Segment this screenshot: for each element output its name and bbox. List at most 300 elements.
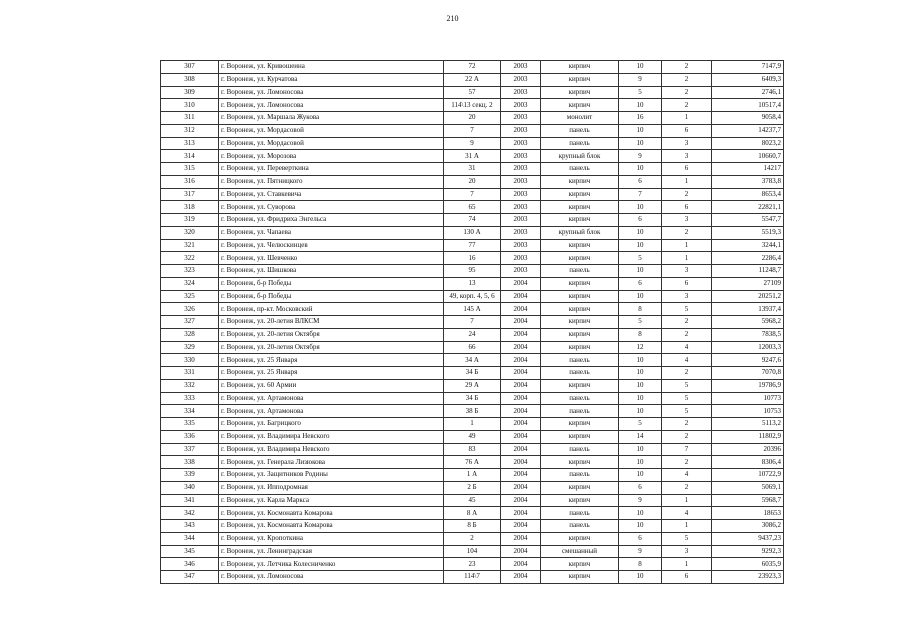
material-cell: кирпич [541, 201, 619, 214]
entrances-cell: 1 [662, 175, 712, 188]
year-cell: 2004 [501, 379, 541, 392]
address-cell: г. Воронеж, ул. Маршала Жукова [219, 112, 444, 125]
row-number: 310 [161, 99, 219, 112]
house-number-cell: 49 [444, 430, 501, 443]
address-cell: г. Воронеж, ул. 20-летия Октября [219, 328, 444, 341]
material-cell: кирпич [541, 86, 619, 99]
row-number: 314 [161, 150, 219, 163]
house-number-cell: 2 [444, 532, 501, 545]
address-cell: г. Воронеж, ул. Ипподромная [219, 481, 444, 494]
area-cell: 11248,7 [712, 265, 784, 278]
material-cell: панель [541, 124, 619, 137]
floors-cell: 10 [619, 469, 662, 482]
year-cell: 2004 [501, 341, 541, 354]
house-number-cell: 24 [444, 328, 501, 341]
row-number: 331 [161, 367, 219, 380]
table-row [161, 112, 784, 125]
row-number: 334 [161, 405, 219, 418]
floors-cell: 5 [619, 418, 662, 431]
row-number: 328 [161, 328, 219, 341]
material-cell: кирпич [541, 341, 619, 354]
year-cell: 2004 [501, 443, 541, 456]
area-cell: 20251,2 [712, 290, 784, 303]
area-cell: 9292,3 [712, 545, 784, 558]
entrances-cell: 3 [662, 545, 712, 558]
table-row [161, 545, 784, 558]
year-cell: 2003 [501, 112, 541, 125]
address-cell: г. Воронеж, ул. Кропоткина [219, 532, 444, 545]
area-cell: 9247,6 [712, 354, 784, 367]
entrances-cell: 3 [662, 214, 712, 227]
year-cell: 2003 [501, 163, 541, 176]
material-cell: кирпич [541, 214, 619, 227]
material-cell: панель [541, 520, 619, 533]
address-cell: г. Воронеж, ул. Пятницкого [219, 175, 444, 188]
floors-cell: 10 [619, 201, 662, 214]
table-row [161, 265, 784, 278]
table-row [161, 201, 784, 214]
entrances-cell: 2 [662, 328, 712, 341]
table-row [161, 73, 784, 86]
row-number: 321 [161, 239, 219, 252]
material-cell: кирпич [541, 252, 619, 265]
house-number-cell: 1 А [444, 469, 501, 482]
table-row [161, 392, 784, 405]
entrances-cell: 5 [662, 392, 712, 405]
floors-cell: 10 [619, 354, 662, 367]
entrances-cell: 5 [662, 532, 712, 545]
address-cell: г. Воронеж, ул. Шишкова [219, 265, 444, 278]
row-number: 341 [161, 494, 219, 507]
area-cell: 12003,3 [712, 341, 784, 354]
address-cell: г. Воронеж, ул. Фридриха Энгельса [219, 214, 444, 227]
entrances-cell: 2 [662, 316, 712, 329]
area-cell: 5069,1 [712, 481, 784, 494]
material-cell: монолит [541, 112, 619, 125]
row-number: 313 [161, 137, 219, 150]
year-cell: 2003 [501, 73, 541, 86]
row-number: 346 [161, 558, 219, 571]
floors-cell: 8 [619, 303, 662, 316]
address-cell: г. Воронеж, ул. Мордасовой [219, 124, 444, 137]
floors-cell: 6 [619, 481, 662, 494]
area-cell: 23923,3 [712, 571, 784, 584]
floors-cell: 9 [619, 150, 662, 163]
year-cell: 2003 [501, 239, 541, 252]
area-cell: 5547,7 [712, 214, 784, 227]
house-number-cell: 9 [444, 137, 501, 150]
material-cell: кирпич [541, 379, 619, 392]
year-cell: 2003 [501, 214, 541, 227]
material-cell: кирпич [541, 316, 619, 329]
entrances-cell: 4 [662, 469, 712, 482]
entrances-cell: 6 [662, 124, 712, 137]
address-cell: г. Воронеж, ул. 25 Января [219, 367, 444, 380]
address-cell: г. Воронеж, ул. Артамонова [219, 405, 444, 418]
address-cell: г. Воронеж, ул. Курчатова [219, 73, 444, 86]
address-cell: г. Воронеж, ул. Ломоносова [219, 99, 444, 112]
row-number: 342 [161, 507, 219, 520]
page-number: 210 [446, 14, 459, 23]
entrances-cell: 6 [662, 571, 712, 584]
address-cell: г. Воронеж, б-р Победы [219, 290, 444, 303]
table-row [161, 341, 784, 354]
address-cell: г. Воронеж, ул. Карла Маркса [219, 494, 444, 507]
material-cell: крупный блок [541, 150, 619, 163]
entrances-cell: 2 [662, 188, 712, 201]
house-number-cell: 23 [444, 558, 501, 571]
floors-cell: 5 [619, 86, 662, 99]
floors-cell: 10 [619, 520, 662, 533]
floors-cell: 10 [619, 405, 662, 418]
floors-cell: 7 [619, 188, 662, 201]
table-row [161, 507, 784, 520]
floors-cell: 10 [619, 443, 662, 456]
material-cell: панель [541, 354, 619, 367]
table-row [161, 418, 784, 431]
floors-cell: 10 [619, 163, 662, 176]
address-cell: г. Воронеж, ул. Космонавта Комарова [219, 507, 444, 520]
year-cell: 2004 [501, 367, 541, 380]
address-cell: г. Воронеж, ул. Мордасовой [219, 137, 444, 150]
house-number-cell: 8 Б [444, 520, 501, 533]
table-row [161, 532, 784, 545]
area-cell: 8306,4 [712, 456, 784, 469]
area-cell: 10517,4 [712, 99, 784, 112]
year-cell: 2003 [501, 175, 541, 188]
address-cell: г. Воронеж, ул. 20-летия Октября [219, 341, 444, 354]
house-number-cell: 22 А [444, 73, 501, 86]
area-cell: 5968,2 [712, 316, 784, 329]
row-number: 323 [161, 265, 219, 278]
floors-cell: 10 [619, 226, 662, 239]
house-number-cell: 114\7 [444, 571, 501, 584]
floors-cell: 10 [619, 137, 662, 150]
table-row [161, 239, 784, 252]
table-row [161, 405, 784, 418]
row-number: 324 [161, 277, 219, 290]
row-number: 320 [161, 226, 219, 239]
table-row [161, 571, 784, 584]
row-number: 344 [161, 532, 219, 545]
year-cell: 2004 [501, 354, 541, 367]
address-cell: г. Воронеж, ул. Переверткина [219, 163, 444, 176]
material-cell: панель [541, 507, 619, 520]
address-cell: г. Воронеж, ул. Владимира Невского [219, 430, 444, 443]
year-cell: 2004 [501, 571, 541, 584]
floors-cell: 14 [619, 430, 662, 443]
material-cell: кирпич [541, 558, 619, 571]
floors-cell: 6 [619, 532, 662, 545]
material-cell: кирпич [541, 61, 619, 74]
row-number: 337 [161, 443, 219, 456]
table-row [161, 558, 784, 571]
row-number: 335 [161, 418, 219, 431]
material-cell: кирпич [541, 73, 619, 86]
table-row [161, 469, 784, 482]
row-number: 318 [161, 201, 219, 214]
entrances-cell: 5 [662, 303, 712, 316]
row-number: 347 [161, 571, 219, 584]
year-cell: 2004 [501, 418, 541, 431]
material-cell: кирпич [541, 532, 619, 545]
year-cell: 2004 [501, 456, 541, 469]
house-number-cell: 130 А [444, 226, 501, 239]
row-number: 340 [161, 481, 219, 494]
row-number: 325 [161, 290, 219, 303]
material-cell: кирпич [541, 481, 619, 494]
row-number: 317 [161, 188, 219, 201]
year-cell: 2003 [501, 226, 541, 239]
entrances-cell: 3 [662, 265, 712, 278]
entrances-cell: 1 [662, 239, 712, 252]
address-cell: г. Воронеж, ул. Кривошеина [219, 61, 444, 74]
table-body [161, 61, 784, 584]
entrances-cell: 2 [662, 481, 712, 494]
year-cell: 2003 [501, 188, 541, 201]
floors-cell: 10 [619, 265, 662, 278]
year-cell: 2003 [501, 150, 541, 163]
table-row [161, 379, 784, 392]
entrances-cell: 3 [662, 137, 712, 150]
table-row [161, 328, 784, 341]
house-number-cell: 65 [444, 201, 501, 214]
table-row [161, 494, 784, 507]
area-cell: 6035,9 [712, 558, 784, 571]
table-row [161, 430, 784, 443]
table-row [161, 150, 784, 163]
table-row [161, 290, 784, 303]
area-cell: 19786,9 [712, 379, 784, 392]
house-number-cell: 16 [444, 252, 501, 265]
house-number-cell: 57 [444, 86, 501, 99]
address-cell: г. Воронеж, ул. Ломоносова [219, 571, 444, 584]
table-row [161, 252, 784, 265]
house-number-cell: 29 А [444, 379, 501, 392]
floors-cell: 10 [619, 379, 662, 392]
year-cell: 2004 [501, 520, 541, 533]
entrances-cell: 3 [662, 290, 712, 303]
floors-cell: 10 [619, 456, 662, 469]
floors-cell: 8 [619, 328, 662, 341]
floors-cell: 9 [619, 73, 662, 86]
table-row [161, 214, 784, 227]
house-number-cell: 83 [444, 443, 501, 456]
house-number-cell: 77 [444, 239, 501, 252]
table-row [161, 137, 784, 150]
house-number-cell: 76 А [444, 456, 501, 469]
row-number: 309 [161, 86, 219, 99]
material-cell: панель [541, 137, 619, 150]
material-cell: панель [541, 469, 619, 482]
material-cell: кирпич [541, 494, 619, 507]
area-cell: 18653 [712, 507, 784, 520]
area-cell: 3086,2 [712, 520, 784, 533]
entrances-cell: 2 [662, 226, 712, 239]
address-cell: г. Воронеж, ул. Генерала Лизюкова [219, 456, 444, 469]
year-cell: 2003 [501, 265, 541, 278]
house-number-cell: 45 [444, 494, 501, 507]
address-cell: г. Воронеж, ул. 25 Января [219, 354, 444, 367]
table-row [161, 481, 784, 494]
address-cell: г. Воронеж, ул. Багрицкого [219, 418, 444, 431]
house-number-cell: 72 [444, 61, 501, 74]
address-cell: г. Воронеж, ул. 60 Армии [219, 379, 444, 392]
area-cell: 7147,9 [712, 61, 784, 74]
row-number: 319 [161, 214, 219, 227]
floors-cell: 10 [619, 392, 662, 405]
material-cell: панель [541, 443, 619, 456]
house-number-cell: 104 [444, 545, 501, 558]
row-number: 343 [161, 520, 219, 533]
year-cell: 2003 [501, 201, 541, 214]
table-row [161, 175, 784, 188]
material-cell: кирпич [541, 328, 619, 341]
entrances-cell: 1 [662, 252, 712, 265]
year-cell: 2004 [501, 430, 541, 443]
area-cell: 10722,9 [712, 469, 784, 482]
table-row [161, 367, 784, 380]
floors-cell: 12 [619, 341, 662, 354]
material-cell: кирпич [541, 303, 619, 316]
year-cell: 2003 [501, 99, 541, 112]
house-number-cell: 38 Б [444, 405, 501, 418]
area-cell: 3244,1 [712, 239, 784, 252]
year-cell: 2004 [501, 303, 541, 316]
area-cell: 2746,1 [712, 86, 784, 99]
area-cell: 5113,2 [712, 418, 784, 431]
address-cell: г. Воронеж, ул. Суворова [219, 201, 444, 214]
year-cell: 2003 [501, 124, 541, 137]
area-cell: 20396 [712, 443, 784, 456]
house-number-cell: 13 [444, 277, 501, 290]
address-cell: г. Воронеж, ул. Владимира Невского [219, 443, 444, 456]
table-row [161, 316, 784, 329]
row-number: 326 [161, 303, 219, 316]
house-number-cell: 145 А [444, 303, 501, 316]
area-cell: 22821,1 [712, 201, 784, 214]
table-row [161, 188, 784, 201]
floors-cell: 6 [619, 277, 662, 290]
row-number: 345 [161, 545, 219, 558]
year-cell: 2004 [501, 316, 541, 329]
housing-table [160, 60, 784, 584]
year-cell: 2004 [501, 290, 541, 303]
area-cell: 7838,5 [712, 328, 784, 341]
year-cell: 2004 [501, 328, 541, 341]
entrances-cell: 2 [662, 86, 712, 99]
area-cell: 27109 [712, 277, 784, 290]
address-cell: г. Воронеж, ул. Летчика Колесниченко [219, 558, 444, 571]
entrances-cell: 5 [662, 405, 712, 418]
address-cell: г. Воронеж, ул. Ломоносова [219, 86, 444, 99]
house-number-cell: 74 [444, 214, 501, 227]
floors-cell: 10 [619, 61, 662, 74]
area-cell: 3783,8 [712, 175, 784, 188]
address-cell: г. Воронеж, ул. Ставкевича [219, 188, 444, 201]
year-cell: 2003 [501, 61, 541, 74]
floors-cell: 8 [619, 558, 662, 571]
entrances-cell: 7 [662, 443, 712, 456]
entrances-cell: 6 [662, 277, 712, 290]
year-cell: 2004 [501, 494, 541, 507]
table-row [161, 163, 784, 176]
year-cell: 2004 [501, 545, 541, 558]
row-number: 338 [161, 456, 219, 469]
material-cell: крупный блок [541, 226, 619, 239]
house-number-cell: 95 [444, 265, 501, 278]
material-cell: панель [541, 392, 619, 405]
entrances-cell: 1 [662, 520, 712, 533]
row-number: 316 [161, 175, 219, 188]
row-number: 315 [161, 163, 219, 176]
table-row [161, 456, 784, 469]
entrances-cell: 4 [662, 341, 712, 354]
row-number: 330 [161, 354, 219, 367]
area-cell: 10660,7 [712, 150, 784, 163]
house-number-cell: 1 [444, 418, 501, 431]
area-cell: 13937,4 [712, 303, 784, 316]
material-cell: кирпич [541, 418, 619, 431]
address-cell: г. Воронеж, ул. Челюскинцев [219, 239, 444, 252]
area-cell: 11802,9 [712, 430, 784, 443]
address-cell: г. Воронеж, ул. Чапаева [219, 226, 444, 239]
year-cell: 2004 [501, 405, 541, 418]
house-number-cell: 8 А [444, 507, 501, 520]
area-cell: 7070,8 [712, 367, 784, 380]
floors-cell: 10 [619, 367, 662, 380]
material-cell: панель [541, 367, 619, 380]
row-number: 336 [161, 430, 219, 443]
floors-cell: 10 [619, 571, 662, 584]
floors-cell: 5 [619, 252, 662, 265]
house-number-cell: 34 А [444, 354, 501, 367]
year-cell: 2003 [501, 252, 541, 265]
floors-cell: 6 [619, 214, 662, 227]
year-cell: 2004 [501, 392, 541, 405]
material-cell: кирпич [541, 277, 619, 290]
table-row [161, 99, 784, 112]
address-cell: г. Воронеж, ул. Ленинградская [219, 545, 444, 558]
entrances-cell: 1 [662, 112, 712, 125]
house-number-cell: 34 Б [444, 367, 501, 380]
area-cell: 8023,2 [712, 137, 784, 150]
area-cell: 5519,3 [712, 226, 784, 239]
material-cell: панель [541, 265, 619, 278]
house-number-cell: 34 Б [444, 392, 501, 405]
house-number-cell: 7 [444, 124, 501, 137]
floors-cell: 9 [619, 494, 662, 507]
floors-cell: 10 [619, 124, 662, 137]
material-cell: кирпич [541, 430, 619, 443]
address-cell: г. Воронеж, ул. Защитников Родины [219, 469, 444, 482]
entrances-cell: 2 [662, 99, 712, 112]
area-cell: 8653,4 [712, 188, 784, 201]
entrances-cell: 2 [662, 367, 712, 380]
house-number-cell: 7 [444, 188, 501, 201]
entrances-cell: 4 [662, 354, 712, 367]
area-cell: 6409,3 [712, 73, 784, 86]
material-cell: кирпич [541, 571, 619, 584]
floors-cell: 10 [619, 239, 662, 252]
house-number-cell: 31 [444, 163, 501, 176]
row-number: 322 [161, 252, 219, 265]
material-cell: кирпич [541, 290, 619, 303]
material-cell: смешанный [541, 545, 619, 558]
table-row [161, 520, 784, 533]
row-number: 308 [161, 73, 219, 86]
table-row [161, 277, 784, 290]
